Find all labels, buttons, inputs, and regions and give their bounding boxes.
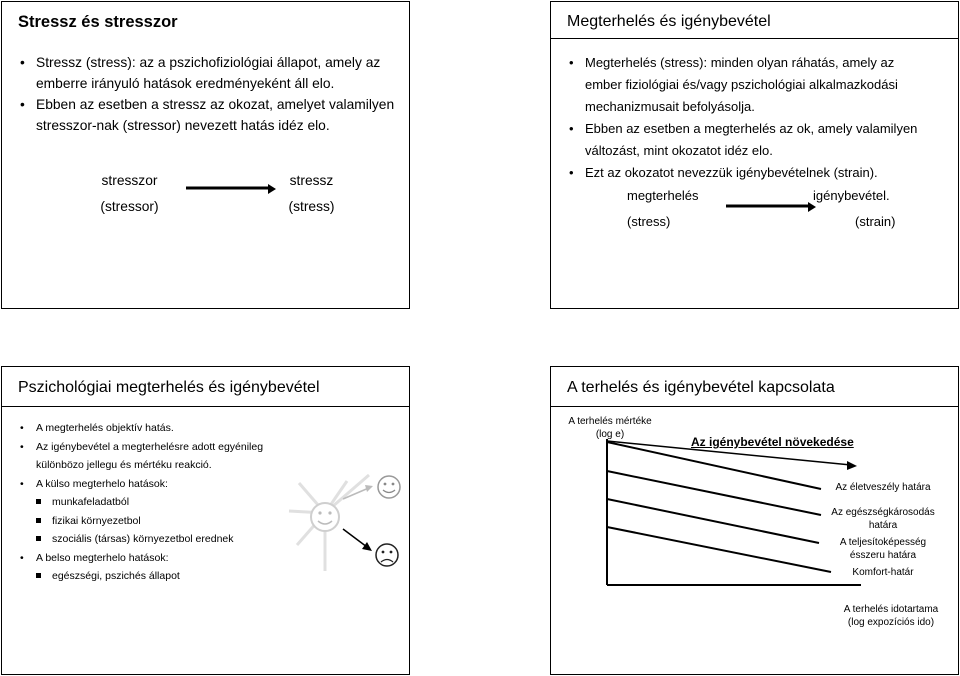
sun-faces-illustration <box>277 465 407 585</box>
bullet-item: • Stressz (stress): az a pszichofiziológiai állapot, amely az emberre irányuló hatások eredményeként áll elo. <box>18 52 403 94</box>
limit-line-life-danger <box>607 442 821 489</box>
increase-arrow <box>607 441 851 465</box>
x-axis-label: A terhelés idotartama (log expozíciós ido) <box>843 604 939 628</box>
effect-label: igénybevétel. <box>813 188 890 203</box>
sub-bullet-item: fizikai környezetbol <box>18 512 288 531</box>
title-divider <box>551 38 958 39</box>
slide-title: A terhelés és igénybevétel kapcsolata <box>567 379 835 396</box>
limit-line-performance <box>607 499 819 543</box>
sad-face-icon <box>376 544 398 566</box>
slide-load-and-strain <box>550 1 959 309</box>
bullet-item: • Ezt az okozatot nevezzük igénybevételnek (strain). <box>567 162 952 184</box>
effect-label: stressz (stress) <box>288 173 335 214</box>
bullet-list <box>18 52 403 136</box>
limit-line-comfort <box>607 527 831 572</box>
y-axis-label: A terhelés mértéke (log e) <box>568 416 652 440</box>
cause-sublabel: (stress) <box>627 214 671 229</box>
slide-load-strain-relationship <box>550 366 959 675</box>
bullet-item: • Az igénybevétel a megterhelésre adott egyénileg különbözo jellegu és mértéku reakció. <box>18 438 288 475</box>
slide-title: Megterhelés és igénybevétel <box>567 13 771 30</box>
increase-label: Az igénybevétel növekedése <box>691 435 854 449</box>
smiley-face-icon <box>378 476 400 498</box>
cause-label: stresszor (stressor) <box>100 173 159 214</box>
slide-title: Pszichológiai megterhelés és igénybevétel <box>18 379 320 396</box>
sun-face-icon <box>311 503 339 531</box>
cause-label: megterhelés <box>627 188 699 203</box>
slide-psychological-load <box>1 366 410 675</box>
bullet-item: • A külso megterhelo hatások: <box>18 475 288 494</box>
effect-sublabel: (strain) <box>855 214 896 229</box>
bullet-item: • Megterhelés (stress): minden olyan ráhatás, amely az ember fiziológiai és/vagy pszichológiai alkalmazkodási mechanizmusait befolyásolja. <box>567 52 952 118</box>
bullet-item: • A megterhelés objektív hatás. <box>18 419 288 438</box>
limit-label-life-danger: Az életveszély határa <box>835 482 931 493</box>
slide-stress-and-stressor <box>1 1 410 309</box>
bullet-list <box>567 52 952 184</box>
limit-label-comfort: Komfort-határ <box>852 567 914 578</box>
slide-title: Stressz és stresszor <box>18 13 178 31</box>
sub-bullet-item: szociális (társas) környezetbol erednek <box>18 530 288 549</box>
arrow-icon <box>726 200 821 216</box>
limit-label-performance: A teljesítoképesség ésszeru határa <box>839 537 927 561</box>
sub-bullet-item: egészségi, pszichés állapot <box>18 567 288 586</box>
title-divider <box>2 406 409 407</box>
bullet-item: • Ebben az esetben a megterhelés az ok, amely valamilyen változást, mint okozatot idéz elo. <box>567 118 952 162</box>
bullet-item: • A belso megterhelo hatások: <box>18 549 288 568</box>
bullet-list <box>18 419 288 586</box>
arrow-to-sad-icon <box>343 529 367 547</box>
limit-label-health-damage: Az egészségkárosodás határa <box>831 507 935 531</box>
sub-bullet-item: munkafeladatból <box>18 493 288 512</box>
bullet-item: • Ebben az esetben a stressz az okozat, amelyet valamilyen stresszor-nak (stressor) nevezett hatás idéz elo. <box>18 94 403 136</box>
limit-line-health-damage <box>607 471 821 515</box>
